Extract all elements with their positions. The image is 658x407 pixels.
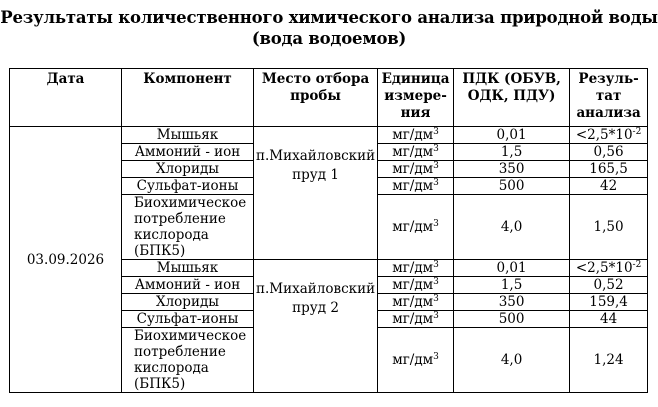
table-body xyxy=(10,127,648,393)
pdk-cell: 1,5 xyxy=(454,277,570,294)
unit-exponent: 3 xyxy=(433,219,439,229)
pdk-cell: 350 xyxy=(454,294,570,311)
result-value: 0,56 xyxy=(593,144,624,160)
pdk-cell: 0,01 xyxy=(454,260,570,277)
pdk-cell: 0,01 xyxy=(454,127,570,144)
result-cell xyxy=(570,127,648,144)
result-value: 0,52 xyxy=(593,277,624,293)
header-place: Место отбора пробы xyxy=(254,69,378,127)
unit-base: мг/дм xyxy=(392,277,434,293)
pdk-cell: 500 xyxy=(454,178,570,195)
result-value: <2,5*10 xyxy=(575,127,633,143)
unit-exponent: 3 xyxy=(433,178,439,188)
result-exponent: -2 xyxy=(632,260,642,270)
unit-exponent: 3 xyxy=(433,260,439,270)
unit-cell xyxy=(378,311,454,328)
unit-base: мг/дм xyxy=(392,127,434,143)
header-row xyxy=(10,69,648,127)
analysis-table xyxy=(9,68,648,393)
unit-cell xyxy=(378,127,454,144)
header-component: Компонент xyxy=(122,69,254,127)
result-value: 1,24 xyxy=(593,352,624,368)
result-cell xyxy=(570,161,648,178)
header-result: Резуль-тат анализа xyxy=(570,69,648,127)
header-pdk: ПДК (ОБУВ, ОДК, ПДУ) xyxy=(454,69,570,127)
component-cell: Сульфат-ионы xyxy=(122,178,254,195)
component-cell: Мышьяк xyxy=(122,127,254,144)
title-line-2: (вода водоемов) xyxy=(251,29,407,48)
unit-cell xyxy=(378,328,454,393)
component-cell: Аммоний - ион xyxy=(122,277,254,294)
pdk-cell: 1,5 xyxy=(454,144,570,161)
pdk-cell: 350 xyxy=(454,161,570,178)
unit-base: мг/дм xyxy=(392,219,434,235)
unit-base: мг/дм xyxy=(392,352,434,368)
unit-base: мг/дм xyxy=(392,144,434,160)
result-value: 42 xyxy=(599,178,618,194)
unit-base: мг/дм xyxy=(392,260,434,276)
result-cell xyxy=(570,178,648,195)
unit-base: мг/дм xyxy=(392,161,434,177)
unit-base: мг/дм xyxy=(392,178,434,194)
unit-cell xyxy=(378,161,454,178)
result-value: <2,5*10 xyxy=(575,260,633,276)
component-cell: Аммоний - ион xyxy=(122,144,254,161)
title-line-1: Результаты количественного химического анализа природной воды xyxy=(0,8,658,27)
place-cell: п.Михайловский пруд 1 xyxy=(254,127,378,260)
header-date: Дата xyxy=(10,69,122,127)
unit-cell xyxy=(378,277,454,294)
result-cell xyxy=(570,260,648,277)
result-value: 165,5 xyxy=(589,161,628,177)
header-unit: Единица измере-ния xyxy=(378,69,454,127)
component-cell: Мышьяк xyxy=(122,260,254,277)
result-exponent: -2 xyxy=(632,127,642,137)
component-cell: Биохимическое потребление кислорода (БПК5) xyxy=(122,195,254,260)
unit-exponent: 3 xyxy=(433,161,439,171)
place-cell: п.Михайловский пруд 2 xyxy=(254,260,378,393)
unit-exponent: 3 xyxy=(433,311,439,321)
unit-exponent: 3 xyxy=(433,127,439,137)
unit-cell xyxy=(378,195,454,260)
result-cell xyxy=(570,144,648,161)
unit-base: мг/дм xyxy=(392,294,434,310)
pdk-cell: 4,0 xyxy=(454,328,570,393)
pdk-cell: 500 xyxy=(454,311,570,328)
unit-cell xyxy=(378,260,454,277)
result-cell xyxy=(570,328,648,393)
component-cell: Хлориды xyxy=(122,161,254,178)
pdk-cell: 4,0 xyxy=(454,195,570,260)
result-value: 44 xyxy=(599,311,618,327)
unit-cell xyxy=(378,144,454,161)
table-row xyxy=(10,127,648,144)
unit-exponent: 3 xyxy=(433,277,439,287)
unit-cell xyxy=(378,294,454,311)
unit-base: мг/дм xyxy=(392,311,434,327)
unit-exponent: 3 xyxy=(433,144,439,154)
unit-exponent: 3 xyxy=(433,352,439,362)
result-cell xyxy=(570,277,648,294)
result-value: 1,50 xyxy=(593,219,624,235)
component-cell: Биохимическое потребление кислорода (БПК5) xyxy=(122,328,254,393)
result-cell xyxy=(570,195,648,260)
component-cell: Сульфат-ионы xyxy=(122,311,254,328)
unit-cell xyxy=(378,178,454,195)
date-cell: 03.09.2026 xyxy=(10,127,122,393)
result-value: 159,4 xyxy=(589,294,628,310)
result-cell xyxy=(570,294,648,311)
document-title xyxy=(0,7,658,49)
unit-exponent: 3 xyxy=(433,294,439,304)
component-cell: Хлориды xyxy=(122,294,254,311)
result-cell xyxy=(570,311,648,328)
